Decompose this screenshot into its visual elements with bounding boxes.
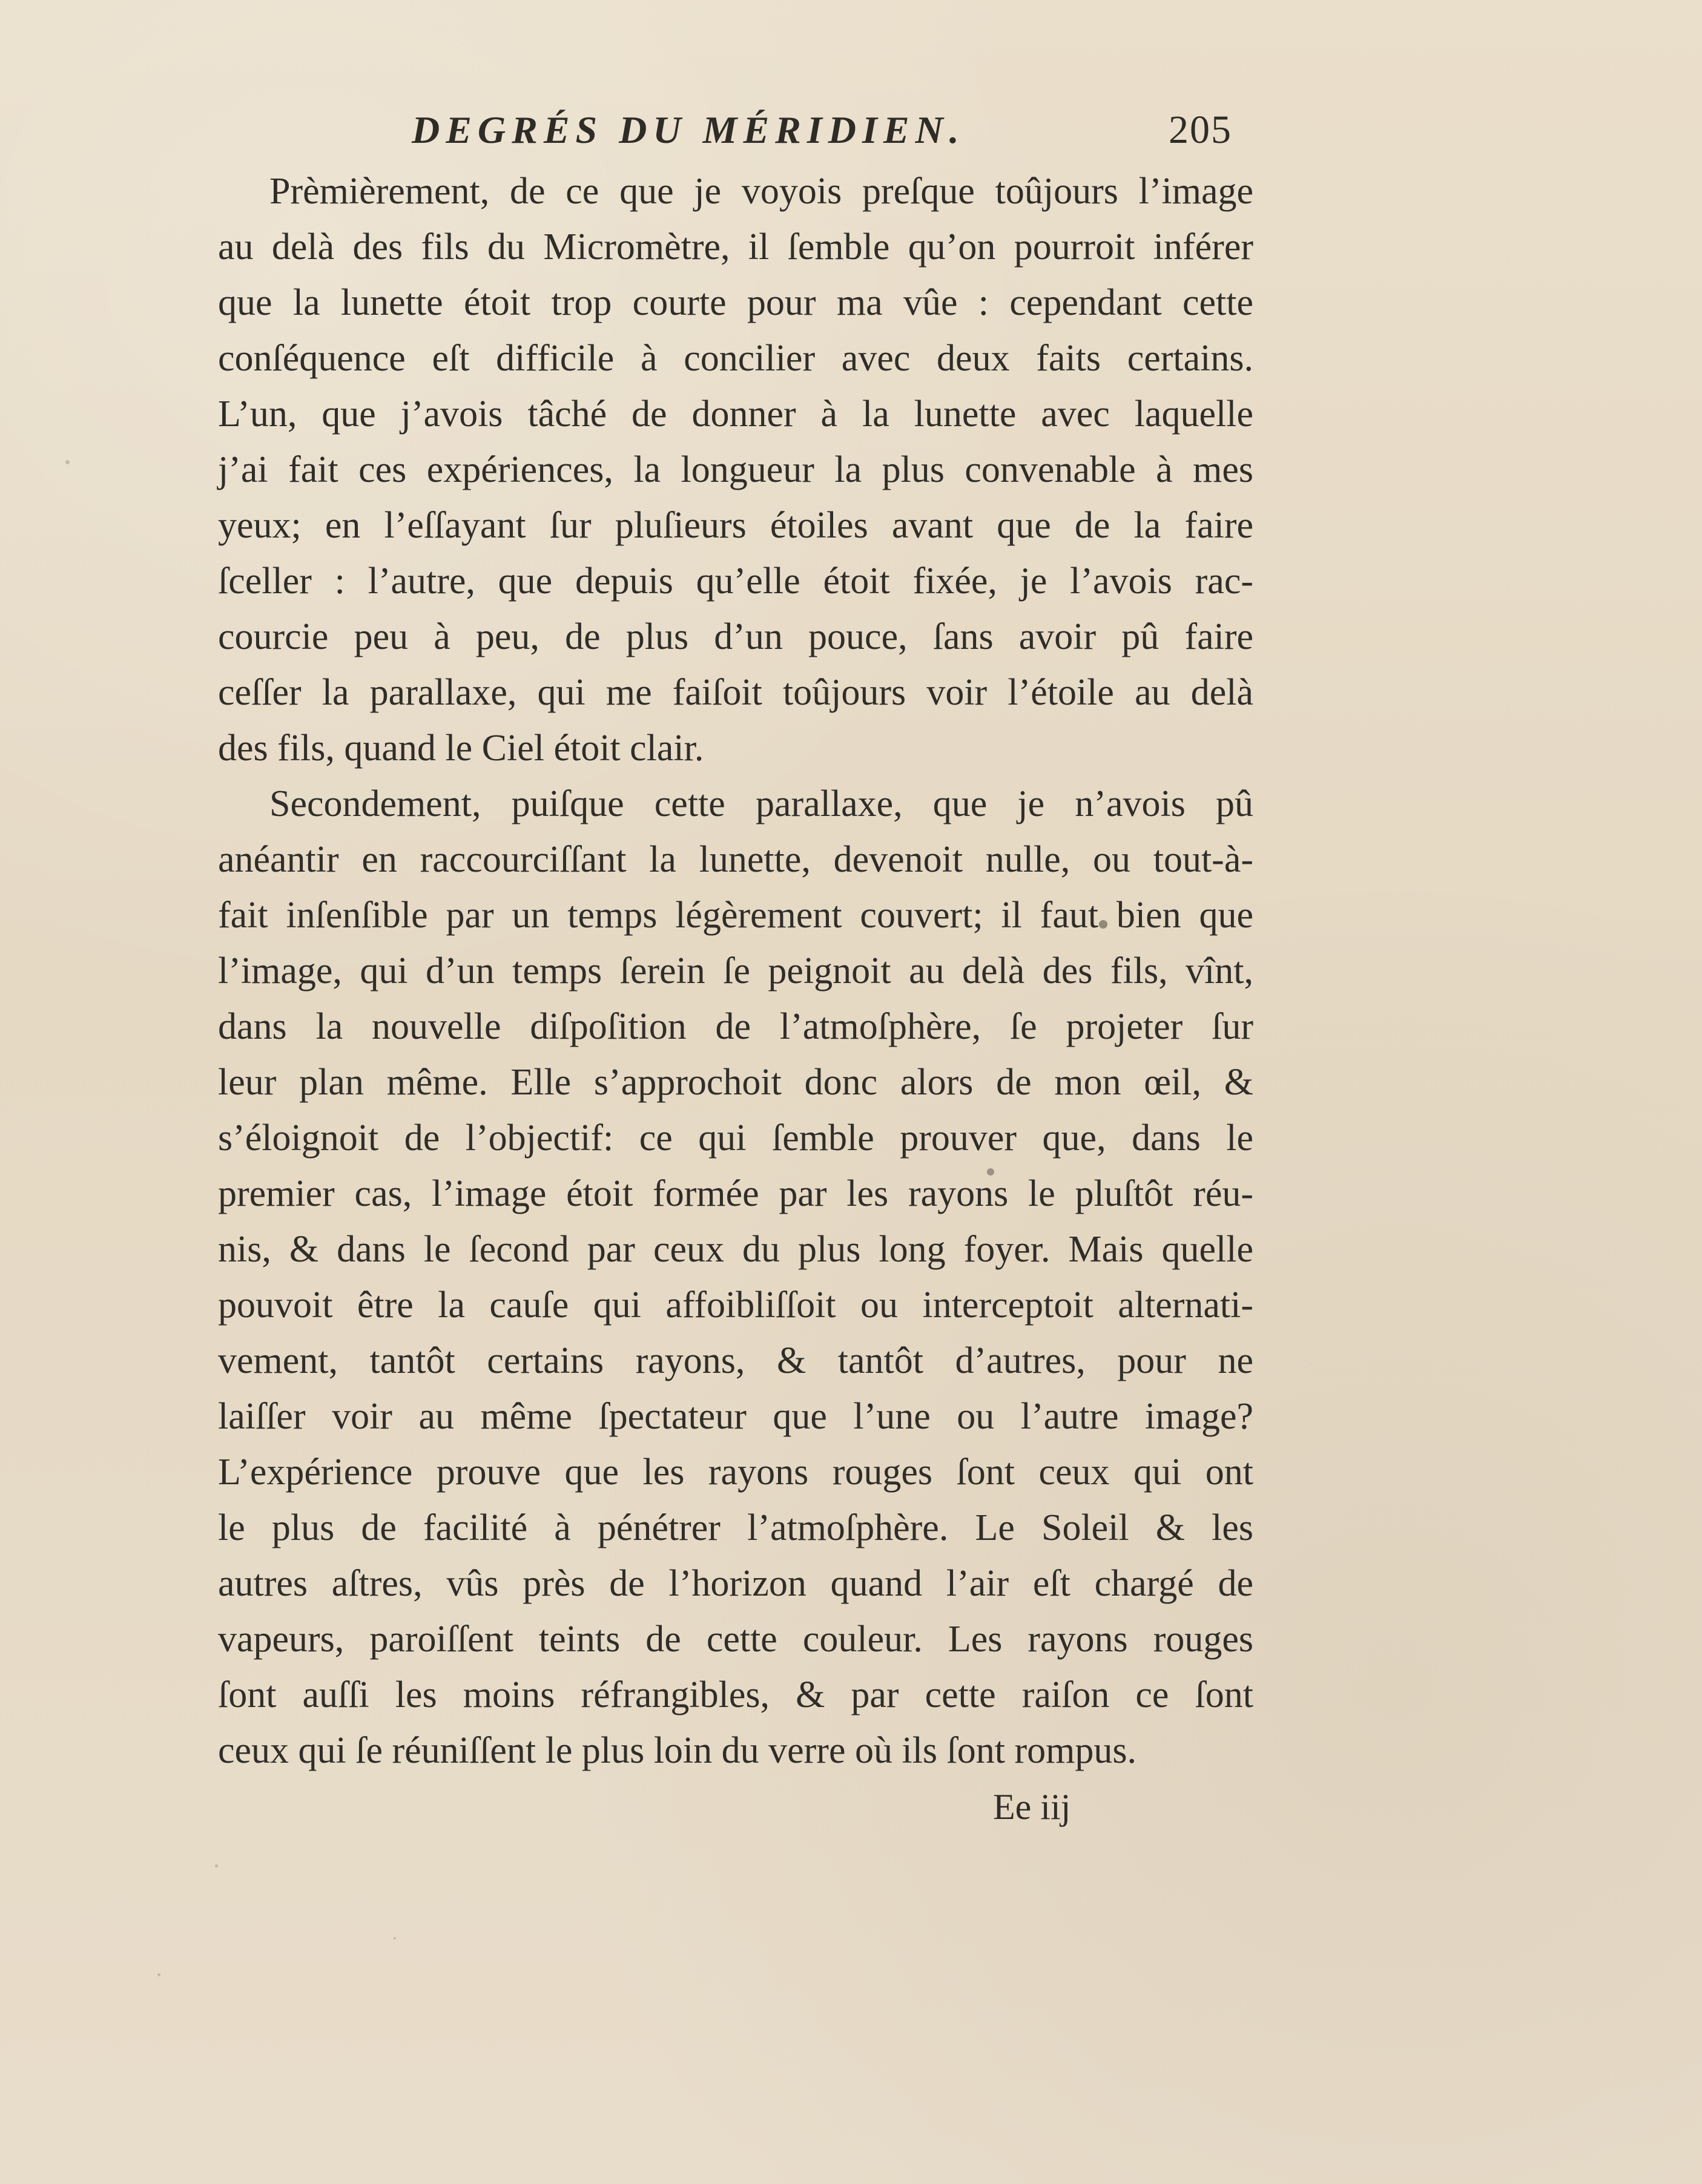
paper-speck	[394, 1937, 396, 1939]
text-line: vement, tantôt certains rayons, & tantôt d’autres, pour ne	[218, 1340, 1253, 1381]
text-line: des fils, quand le Ciel étoit clair.	[218, 728, 704, 769]
signature-mark: Ee iij	[993, 1787, 1071, 1827]
text-line: Prèmièrement, de ce que je voyois preſque toûjours l’image	[269, 171, 1253, 212]
text-line: dans la nouvelle diſpoſition de l’atmoſphère, ſe projeter ſur	[218, 1006, 1253, 1047]
text-line: nis, & dans le ſecond par ceux du plus long foyer. Mais quelle	[218, 1229, 1253, 1270]
text-line: laiſſer voir au même ſpectateur que l’une ou l’autre image?	[218, 1396, 1253, 1437]
text-line: au delà des fils du Micromètre, il ſemble qu’on pourroit inférer	[218, 226, 1253, 268]
paper-speck	[1099, 920, 1107, 929]
text-line: pouvoit être la cauſe qui affoibliſſoit ou interceptoit alternati-	[218, 1284, 1253, 1326]
text-line: le plus de facilité à pénétrer l’atmoſphère. Le Soleil & les	[218, 1507, 1253, 1548]
paper-speck	[215, 1864, 218, 1867]
text-line: s’éloignoit de l’objectif: ce qui ſemble prouver que, dans le	[218, 1117, 1253, 1159]
paper-speck	[65, 460, 70, 464]
page-number: 205	[1169, 108, 1232, 152]
paper-speck	[987, 1168, 994, 1176]
text-line: yeux; en l’eſſayant ſur pluſieurs étoiles avant que de la faire	[218, 505, 1253, 546]
text-line: l’image, qui d’un temps ſerein ſe peignoit au delà des fils, vînt,	[218, 950, 1253, 992]
text-line: autres aſtres, vûs près de l’horizon quand l’air eſt chargé de	[218, 1563, 1253, 1604]
text-line: ceux qui ſe réuniſſent le plus loin du verre où ils ſont rompus.	[218, 1730, 1137, 1771]
text-line: fait inſenſible par un temps légèrement couvert; il faut bien que	[218, 895, 1253, 936]
running-header: DEGRÉS DU MÉRIDIEN.	[412, 108, 965, 151]
text-line: courcie peu à peu, de plus d’un pouce, ſans avoir pû faire	[218, 616, 1253, 657]
text-line: leur plan même. Elle s’approchoit donc alors de mon œil, &	[218, 1062, 1253, 1103]
paper-speck	[157, 1973, 160, 1976]
text-line: ſceller : l’autre, que depuis qu’elle étoit fixée, je l’avois rac-	[218, 561, 1253, 602]
text-line: L’un, que j’avois tâché de donner à la lunette avec laquelle	[218, 393, 1253, 435]
text-line: L’expérience prouve que les rayons rouges ſont ceux qui ont	[218, 1452, 1253, 1493]
text-line: ceſſer la parallaxe, qui me faiſoit toûjours voir l’étoile au delà	[218, 672, 1253, 713]
text-line: Secondement, puiſque cette parallaxe, que je n’avois pû	[269, 783, 1253, 824]
text-line: ſont auſſi les moins réfrangibles, & par cette raiſon ce ſont	[218, 1674, 1253, 1715]
text-line: que la lunette étoit trop courte pour ma vûe : cependant cette	[218, 282, 1253, 323]
text-line: j’ai fait ces expériences, la longueur la plus convenable à mes	[218, 449, 1253, 490]
text-line: vapeurs, paroiſſent teints de cette couleur. Les rayons rouges	[218, 1619, 1253, 1660]
text-line: premier cas, l’image étoit formée par les rayons le pluſtôt réu-	[218, 1173, 1253, 1214]
text-line: anéantir en raccourciſſant la lunette, devenoit nulle, ou tout-à-	[218, 839, 1253, 880]
text-line: conſéquence eſt difficile à concilier avec deux faits certains.	[218, 338, 1253, 379]
main-text	[218, 163, 1253, 1778]
